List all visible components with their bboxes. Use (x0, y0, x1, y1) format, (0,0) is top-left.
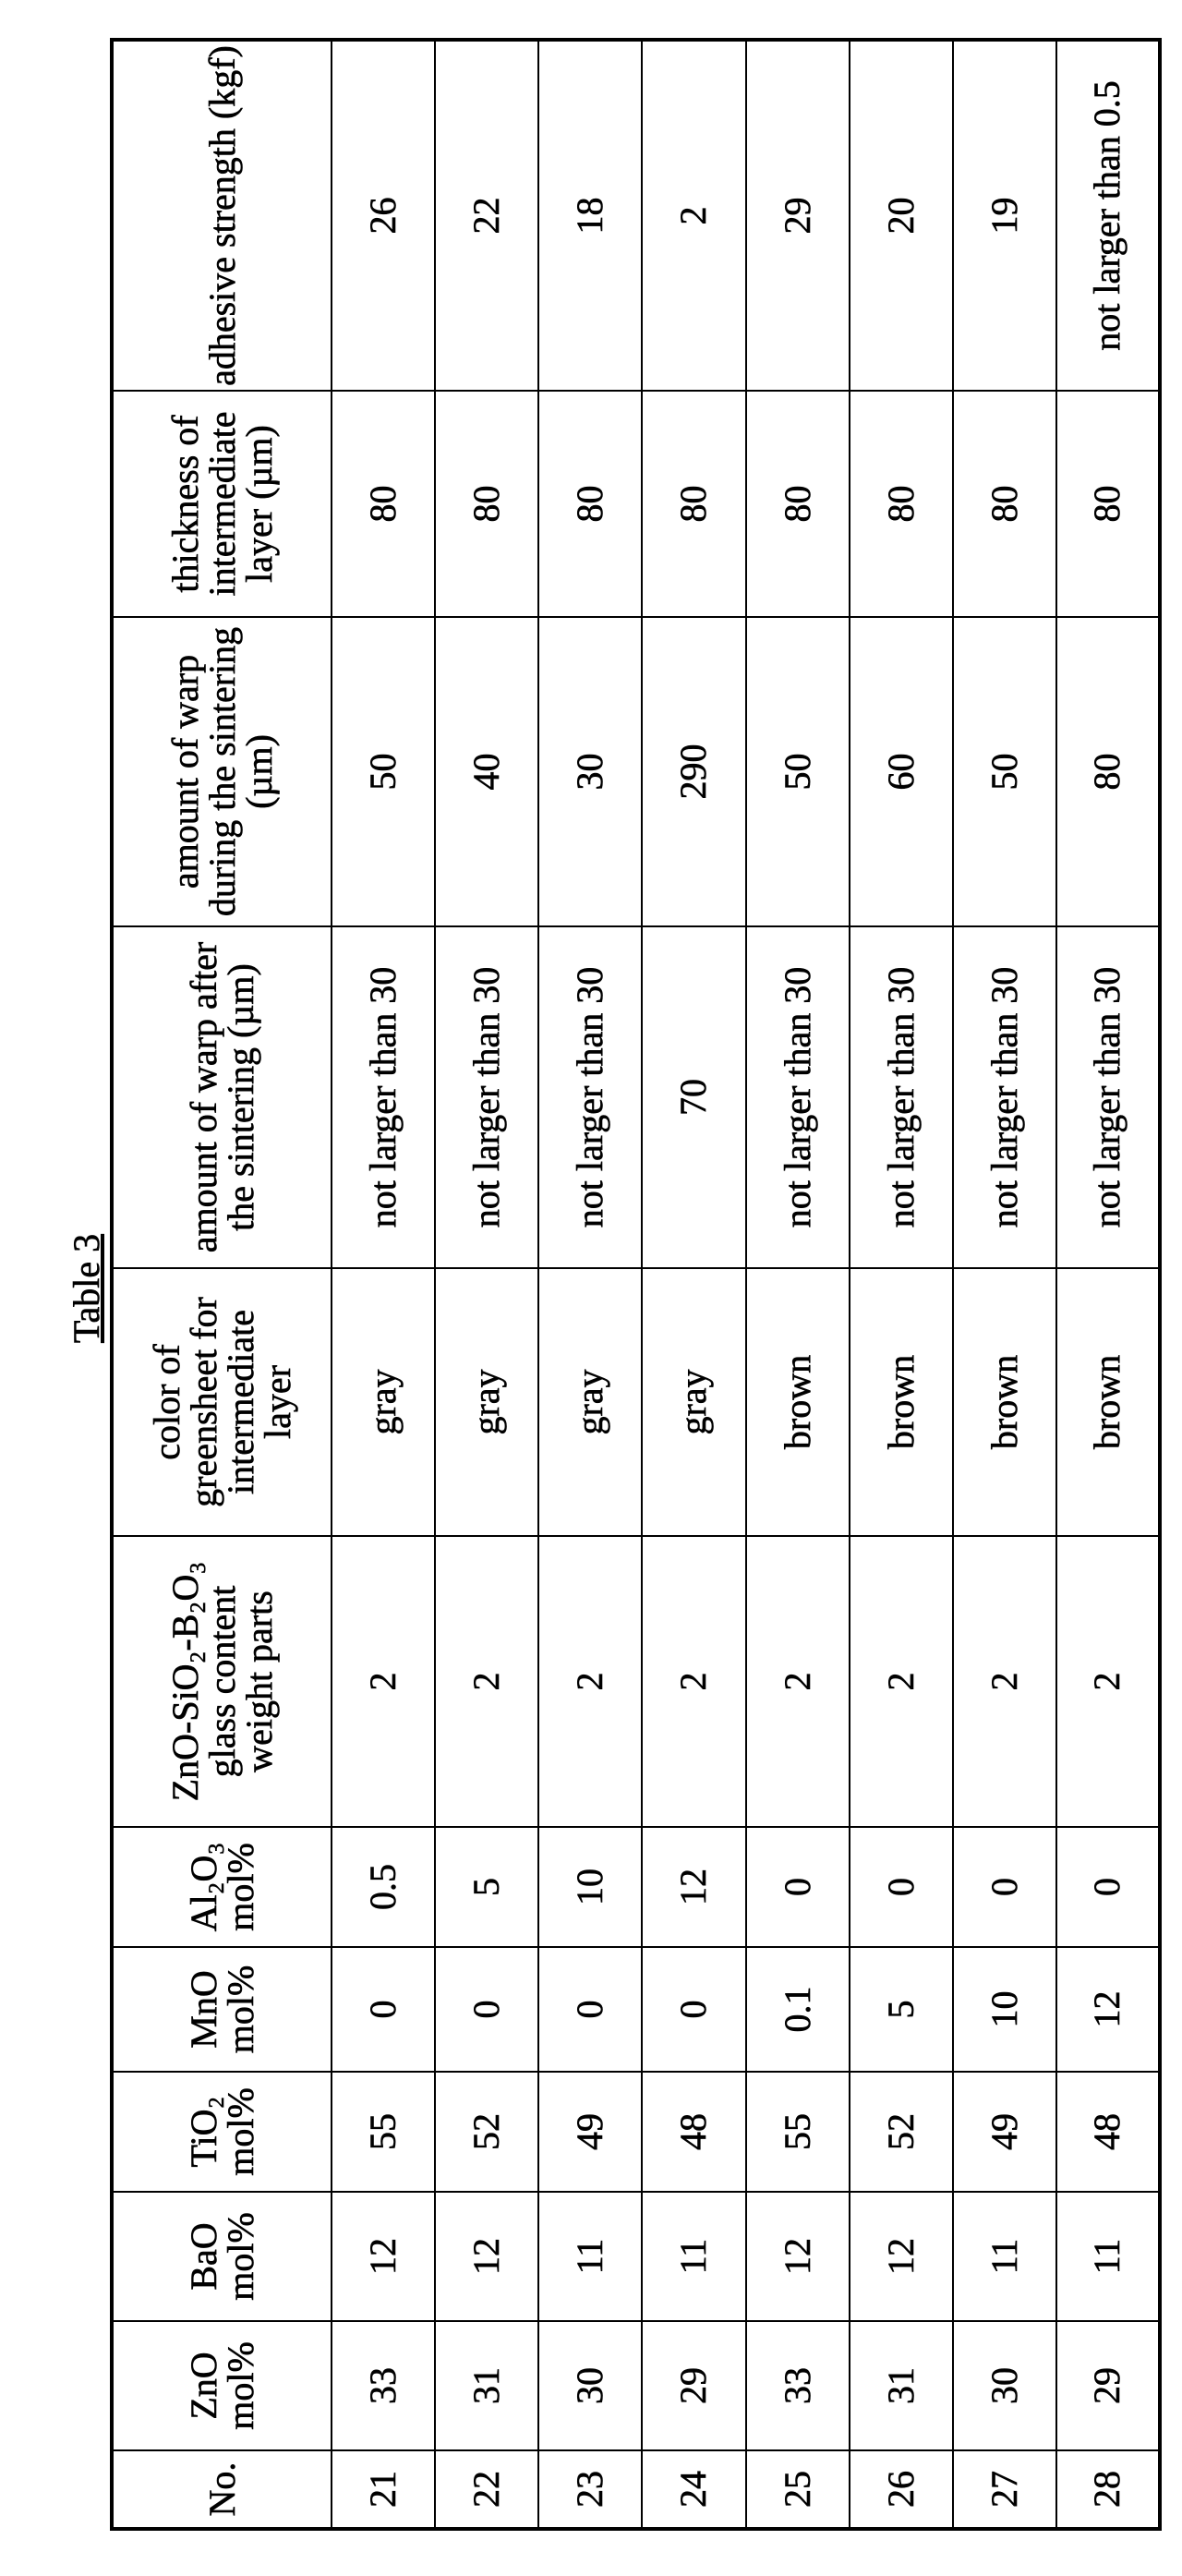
table-cell: gray (642, 1268, 745, 1536)
table-cell: 0 (435, 1947, 538, 2072)
table-cell: 70 (642, 926, 745, 1268)
table-cell: 40 (435, 617, 538, 926)
table-cell: not larger than 30 (538, 926, 642, 1268)
table-cell: 55 (746, 2072, 850, 2192)
column-header: ZnO mol% (112, 2321, 332, 2450)
table-cell: 30 (953, 2321, 1056, 2450)
table-cell: 11 (1056, 2192, 1160, 2321)
table-cell: 49 (953, 2072, 1056, 2192)
table-cell: 5 (435, 1827, 538, 1947)
table-cell: 2 (850, 1536, 953, 1827)
table-cell: 12 (435, 2192, 538, 2321)
table-row (642, 40, 745, 2529)
column-header: thickness of intermediate layer (µm) (112, 391, 332, 617)
column-header: amount of warp after the sintering (µm) (112, 926, 332, 1268)
table-row (850, 40, 953, 2529)
table-cell: 0 (850, 1827, 953, 1947)
table-cell: 33 (332, 2321, 435, 2450)
table-cell: 33 (746, 2321, 850, 2450)
table-cell: 0 (332, 1947, 435, 2072)
table-cell: 27 (953, 2450, 1056, 2529)
table-cell: not larger than 30 (850, 926, 953, 1268)
table-cell: 18 (538, 40, 642, 391)
table-cell: 26 (850, 2450, 953, 2529)
column-header: adhesive strength (kgf) (112, 40, 332, 391)
table-cell: 290 (642, 617, 745, 926)
column-header: Al₂O₃ mol% (112, 1827, 332, 1947)
table-cell: not larger than 30 (1056, 926, 1160, 1268)
table-cell: not larger than 30 (435, 926, 538, 1268)
table-cell: 20 (850, 40, 953, 391)
table-cell: 2 (1056, 1536, 1160, 1827)
table-row (332, 40, 435, 2529)
table-cell: 0.5 (332, 1827, 435, 1947)
table-cell: 5 (850, 1947, 953, 2072)
table-cell: 80 (953, 391, 1056, 617)
table-cell: 29 (1056, 2321, 1160, 2450)
table-cell: 10 (953, 1947, 1056, 2072)
table-cell: 55 (332, 2072, 435, 2192)
table-cell: 52 (435, 2072, 538, 2192)
table-cell: 48 (1056, 2072, 1160, 2192)
table-cell: 11 (642, 2192, 745, 2321)
column-header: color of greensheet for intermediate layer (112, 1268, 332, 1536)
table-cell: 21 (332, 2450, 435, 2529)
table-cell: 0 (642, 1947, 745, 2072)
table-cell: 28 (1056, 2450, 1160, 2529)
table-cell: 22 (435, 40, 538, 391)
table-row (953, 40, 1056, 2529)
table-cell: 30 (538, 617, 642, 926)
table-cell: 80 (332, 391, 435, 617)
table-cell: 10 (538, 1827, 642, 1947)
table-cell: 2 (332, 1536, 435, 1827)
table-cell: 2 (538, 1536, 642, 1827)
table-cell: 2 (953, 1536, 1056, 1827)
table-cell: not larger than 30 (746, 926, 850, 1268)
table-cell: 0 (746, 1827, 850, 1947)
table-cell: not larger than 30 (953, 926, 1056, 1268)
table-cell: 12 (332, 2192, 435, 2321)
table-cell: 12 (642, 1827, 745, 1947)
table-cell: brown (953, 1268, 1056, 1536)
table-cell: 2 (642, 40, 745, 391)
table-cell: not larger than 0.5 (1056, 40, 1160, 391)
table-row (435, 40, 538, 2529)
column-header: No. (112, 2450, 332, 2529)
table-cell: 0 (1056, 1827, 1160, 1947)
table-cell: gray (332, 1268, 435, 1536)
table-cell: 80 (435, 391, 538, 617)
rotated-table-container (110, 42, 1162, 2531)
table-cell: 25 (746, 2450, 850, 2529)
table-cell: 23 (538, 2450, 642, 2529)
table-cell: 11 (538, 2192, 642, 2321)
table-cell: not larger than 30 (332, 926, 435, 1268)
table-cell: 52 (850, 2072, 953, 2192)
table-cell: gray (435, 1268, 538, 1536)
header-row (112, 40, 332, 2529)
table-cell: 0.1 (746, 1947, 850, 2072)
table-cell: 2 (746, 1536, 850, 1827)
table-cell: 50 (953, 617, 1056, 926)
table-cell: 19 (953, 40, 1056, 391)
table-cell: brown (746, 1268, 850, 1536)
table-cell: 0 (953, 1827, 1056, 1947)
table-cell: 80 (538, 391, 642, 617)
table-cell: 80 (1056, 617, 1160, 926)
table-cell: brown (850, 1268, 953, 1536)
table-cell: 31 (850, 2321, 953, 2450)
table-row (538, 40, 642, 2529)
table-cell: 24 (642, 2450, 745, 2529)
table-cell: 12 (1056, 1947, 1160, 2072)
table-cell: 12 (850, 2192, 953, 2321)
table-row (746, 40, 850, 2529)
table-cell: 50 (332, 617, 435, 926)
table-cell: 80 (746, 391, 850, 617)
table-cell: 31 (435, 2321, 538, 2450)
table-cell: 22 (435, 2450, 538, 2529)
table-cell: brown (1056, 1268, 1160, 1536)
table-cell: 26 (332, 40, 435, 391)
table-row (1056, 40, 1160, 2529)
table-cell: 60 (850, 617, 953, 926)
table-cell: 80 (642, 391, 745, 617)
table-cell: 50 (746, 617, 850, 926)
column-header: TiO₂ mol% (112, 2072, 332, 2192)
table-cell: 2 (642, 1536, 745, 1827)
table-cell: 2 (435, 1536, 538, 1827)
table-cell: 30 (538, 2321, 642, 2450)
table-cell: 49 (538, 2072, 642, 2192)
table-cell: 29 (746, 40, 850, 391)
column-header: ZnO-SiO₂-B₂O₃ glass content weight parts (112, 1536, 332, 1827)
table-cell: 29 (642, 2321, 745, 2450)
table-cell: 80 (850, 391, 953, 617)
table-cell: 48 (642, 2072, 745, 2192)
table-cell: 0 (538, 1947, 642, 2072)
table-cell: 80 (1056, 391, 1160, 617)
table-cell: 12 (746, 2192, 850, 2321)
table-title: Table 3 (65, 1234, 108, 1343)
table-cell: gray (538, 1268, 642, 1536)
data-table (110, 38, 1162, 2531)
table-cell: 11 (953, 2192, 1056, 2321)
column-header: MnO mol% (112, 1947, 332, 2072)
column-header: BaO mol% (112, 2192, 332, 2321)
column-header: amount of warp during the sintering (µm) (112, 617, 332, 926)
